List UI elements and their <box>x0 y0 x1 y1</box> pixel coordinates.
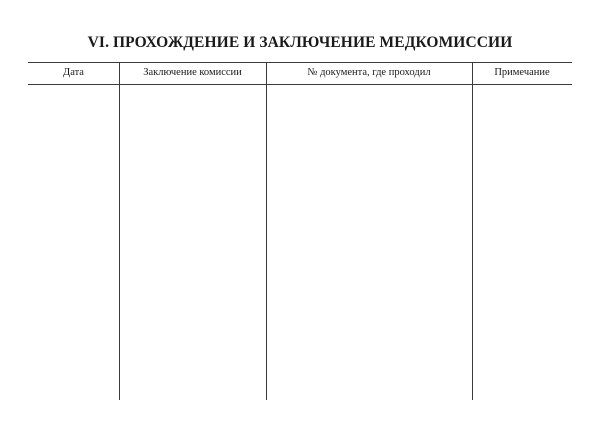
document-number-column-cells[interactable] <box>267 85 472 400</box>
section-title: VI. ПРОХОЖДЕНИЕ И ЗАКЛЮЧЕНИЕ МЕДКОМИССИИ <box>87 34 513 51</box>
commission-conclusion-column-cells[interactable] <box>120 85 266 400</box>
date-column-cells[interactable] <box>28 85 119 400</box>
column-header-commission-conclusion: Заключение комиссии <box>143 67 242 78</box>
column-header-document-number: № документа, где проходил <box>307 67 431 78</box>
column-header-note: Примечание <box>494 67 550 78</box>
note-column-cells[interactable] <box>473 85 572 400</box>
column-header-date: Дата <box>63 67 84 78</box>
medical-commission-table <box>28 62 572 400</box>
